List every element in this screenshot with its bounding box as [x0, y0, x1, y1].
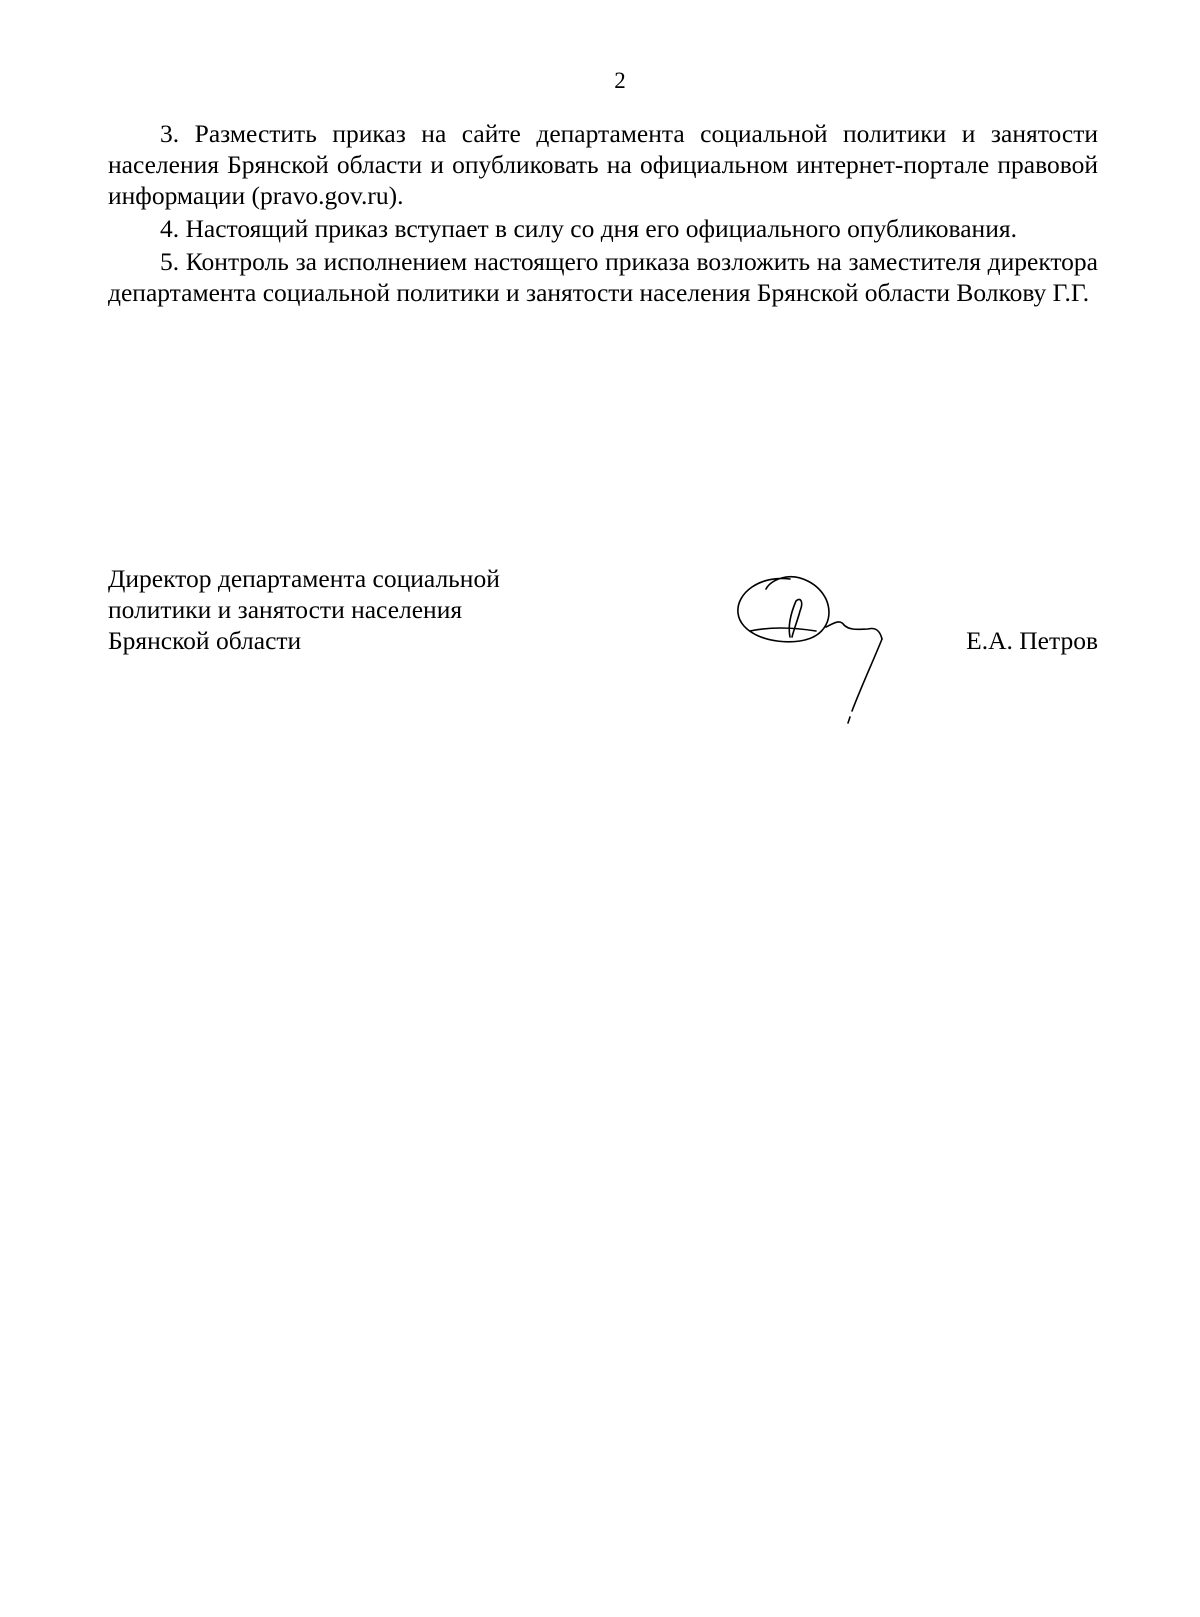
paragraph-item-5: 5. Контроль за исполнением настоящего приказа возложить на заместителя директора департамента социальной политики и занятости населения Брянской области Волкову Г.Г.: [108, 247, 1098, 307]
signer-position-line: политики и занятости населения: [108, 595, 463, 624]
paragraph-item-3: 3. Разместить приказ на сайте департамента социальной политики и занятости населения Брянской области и опубликовать на официальном интернет-портале правовой информации (pravo.gov.ru).: [108, 119, 1098, 210]
paragraph-item-4: 4. Настоящий приказ вступает в силу со дня его официального опубликования.: [160, 214, 1017, 243]
page-number: 2: [614, 68, 626, 93]
signature-block: [108, 563, 1098, 743]
signer-position-line: Брянской области: [108, 626, 302, 655]
handwritten-signature: [730, 567, 900, 727]
signer-position-line: Директор департамента социальной: [108, 564, 500, 593]
signer-name: Е.А. Петров: [966, 626, 1098, 655]
signer-position: [108, 563, 500, 656]
document-body: [108, 118, 1098, 310]
